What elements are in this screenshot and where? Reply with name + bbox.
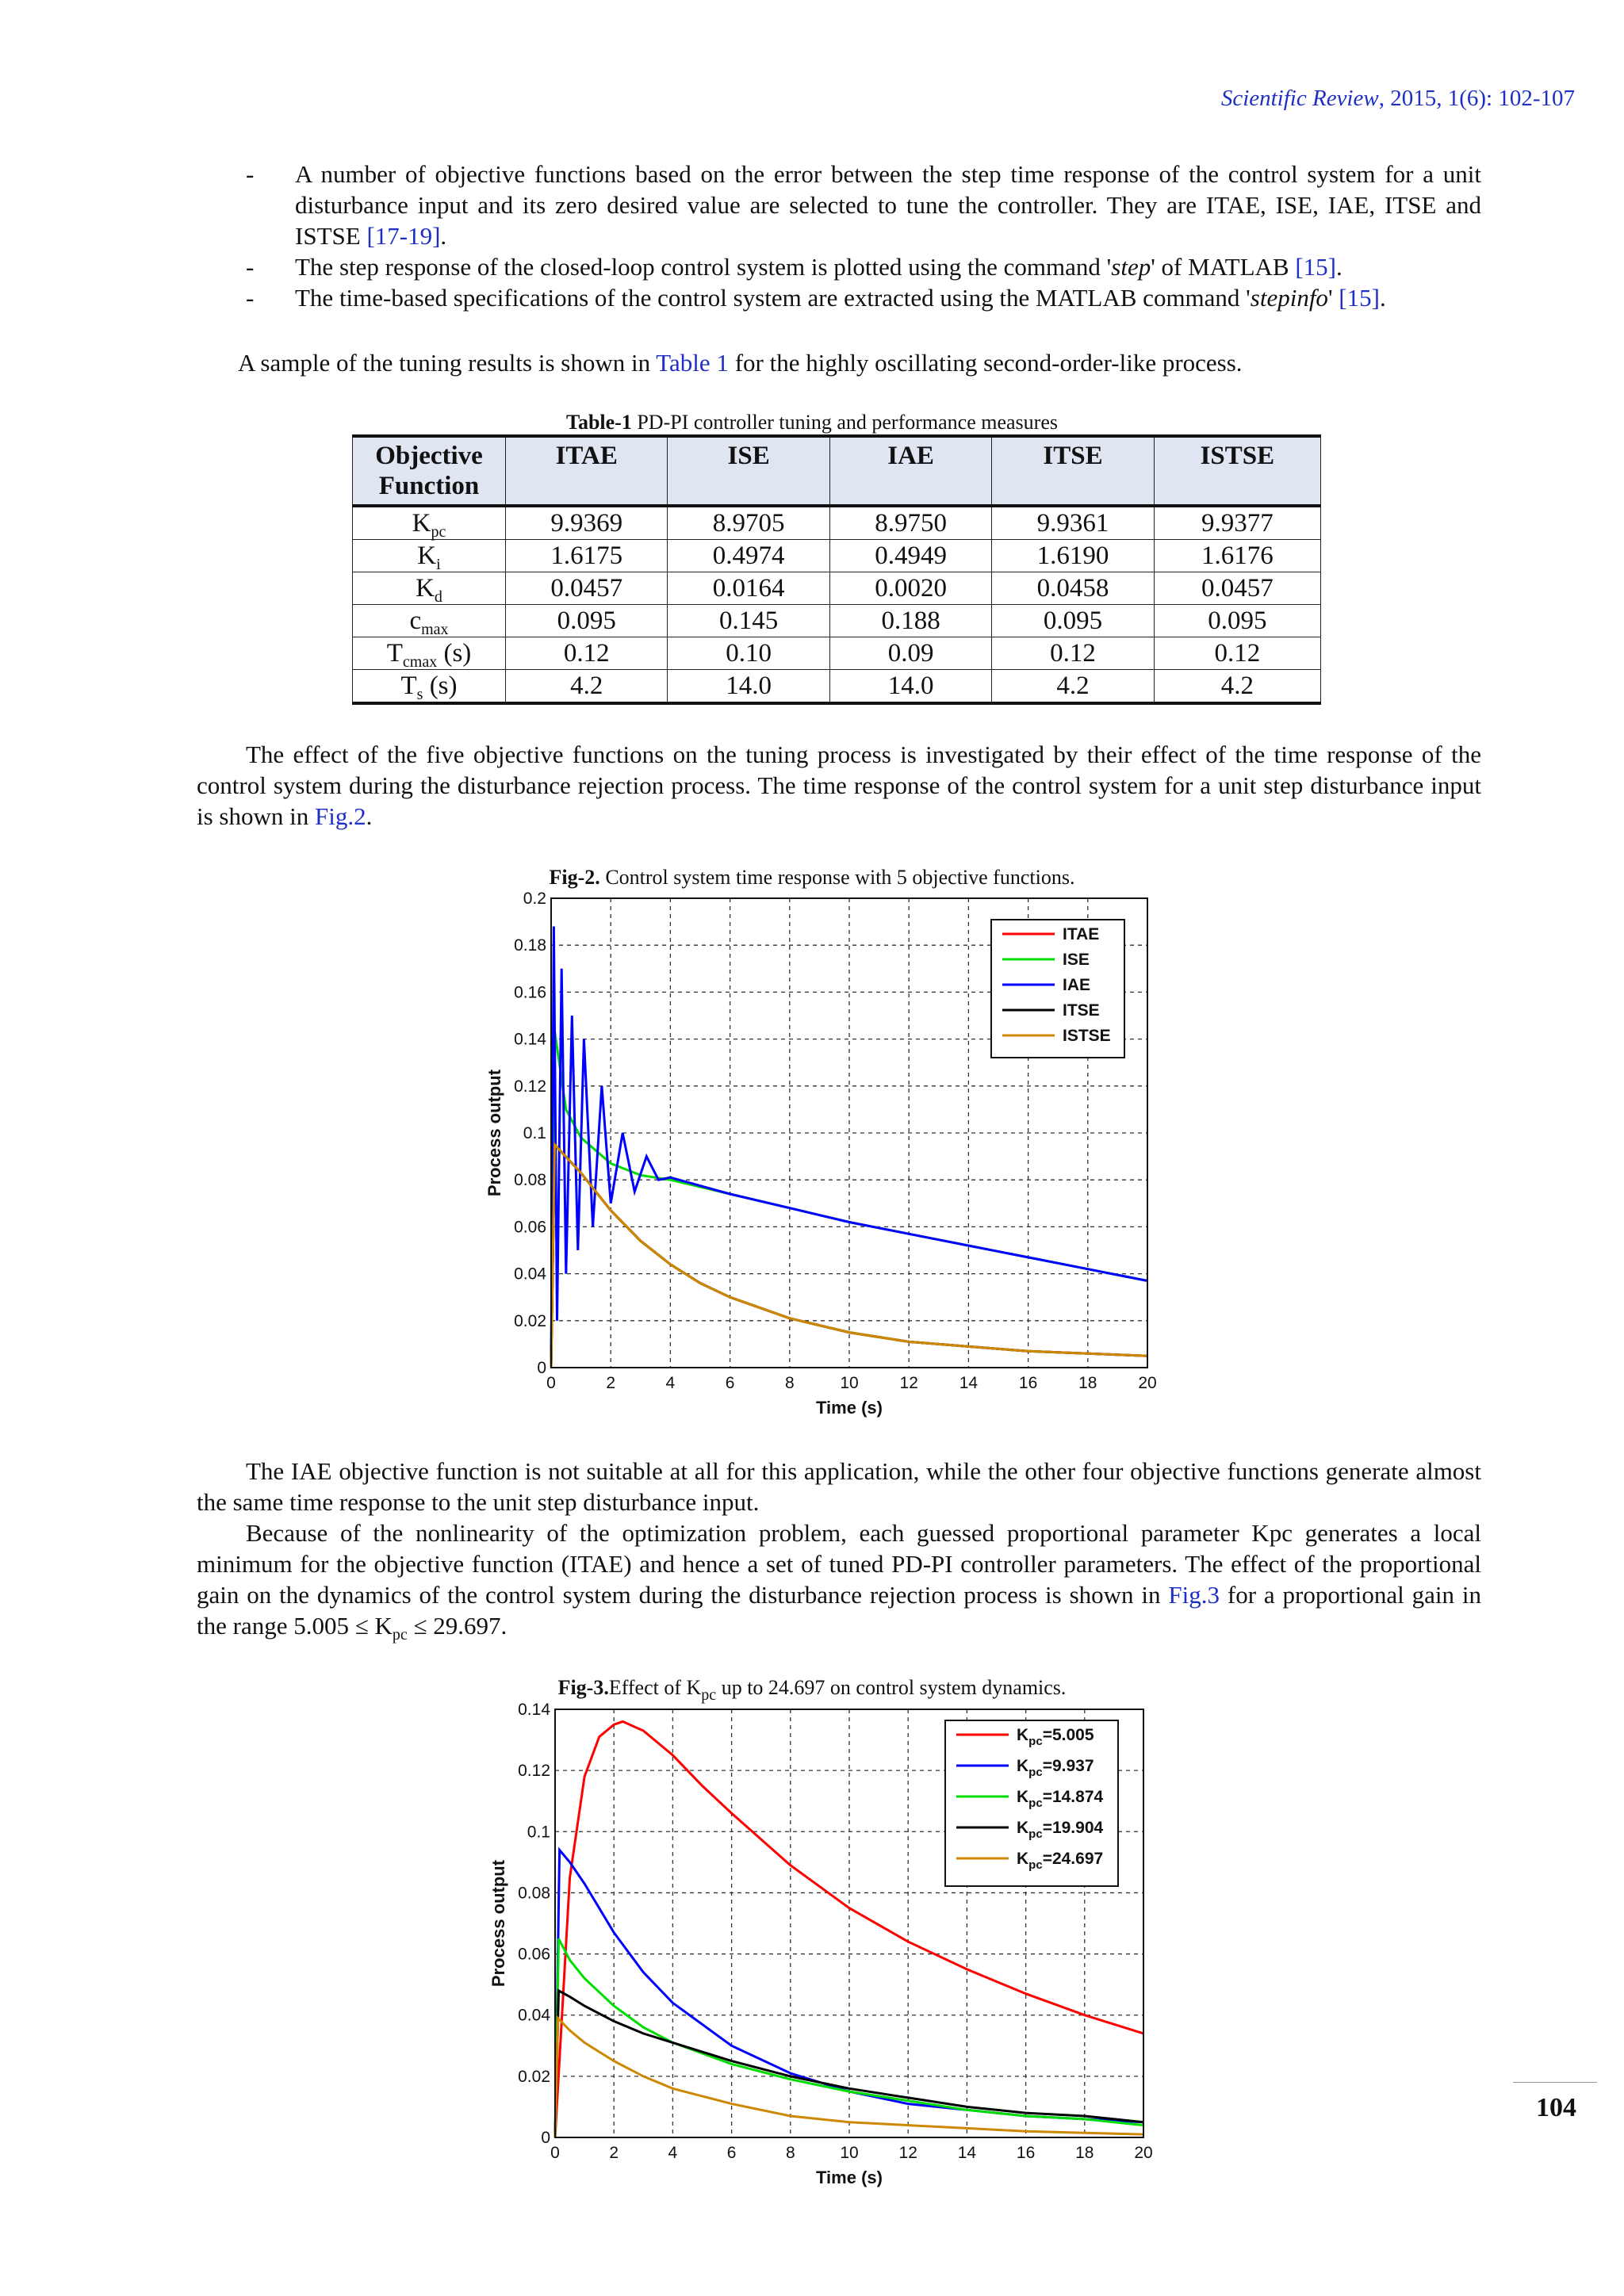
y-tick-label: 0.2 bbox=[523, 890, 546, 908]
x-tick-label: 0 bbox=[550, 2144, 560, 2162]
bullet-text: ' of MATLAB bbox=[1151, 253, 1296, 281]
row-label-symbol: T bbox=[400, 672, 417, 700]
table-cell: 14.0 bbox=[668, 670, 829, 704]
table-cell: 4.2 bbox=[1154, 670, 1320, 704]
legend-label-symbol: K bbox=[1017, 1819, 1029, 1837]
y-tick-label: 0.12 bbox=[518, 1762, 550, 1781]
table-header-cell: ITSE bbox=[992, 436, 1154, 506]
y-tick-label: 0.12 bbox=[514, 1077, 546, 1096]
row-label bbox=[353, 540, 506, 572]
legend-label-sub: pc bbox=[1028, 1858, 1043, 1872]
bullet-tail: . bbox=[1335, 253, 1342, 281]
bullet-item bbox=[238, 282, 1481, 313]
x-tick-label: 6 bbox=[726, 2144, 737, 2162]
command-name: step bbox=[1111, 253, 1151, 281]
journal-name: Scientific Review bbox=[1220, 86, 1379, 111]
table-cell: 1.6175 bbox=[506, 540, 668, 572]
table-cell: 0.0164 bbox=[668, 572, 829, 605]
legend-label: ISTSE bbox=[1063, 1027, 1111, 1045]
table-cell: 0.188 bbox=[829, 605, 991, 637]
y-tick-label: 0.04 bbox=[518, 2006, 550, 2025]
row-label bbox=[353, 637, 506, 670]
x-axis-label: Time (s) bbox=[816, 2168, 883, 2187]
x-tick-label: 20 bbox=[1134, 2144, 1153, 2162]
figure-caption-text: Control system time response with 5 objective functions. bbox=[599, 866, 1075, 889]
table-cell: 0.12 bbox=[992, 637, 1154, 670]
table-link[interactable]: Table 1 bbox=[656, 349, 729, 377]
figure-link[interactable]: Fig.2 bbox=[315, 802, 366, 830]
y-tick-label: 0.08 bbox=[514, 1171, 546, 1190]
table-cell: 9.9361 bbox=[992, 506, 1154, 540]
table-cell: 0.0458 bbox=[992, 572, 1154, 605]
reference-link[interactable]: [15] bbox=[1339, 284, 1380, 312]
table-header-cell: IAE bbox=[829, 436, 991, 506]
x-tick-label: 12 bbox=[899, 1374, 918, 1392]
table-row bbox=[353, 540, 1321, 572]
table-cell: 1.6176 bbox=[1154, 540, 1320, 572]
paragraph-text: ≤ 29.697. bbox=[407, 1612, 508, 1640]
table-cell: 0.12 bbox=[1154, 637, 1320, 670]
table-cell: 9.9377 bbox=[1154, 506, 1320, 540]
table-cell: 0.10 bbox=[668, 637, 829, 670]
row-label-symbol: K bbox=[417, 541, 437, 570]
y-tick-label: 0.06 bbox=[514, 1218, 546, 1237]
x-tick-label: 2 bbox=[606, 1374, 616, 1392]
nonlinearity-paragraph bbox=[197, 1517, 1481, 1644]
paragraph-text: The effect of the five objective functions on the tuning process is investigated by their effect of the time response of the control system during the disturbance rejection process. The time response of the control system for a unit step disturbance input is shown in bbox=[197, 740, 1481, 830]
row-label bbox=[353, 605, 506, 637]
x-tick-label: 4 bbox=[668, 2144, 678, 2162]
table-row bbox=[353, 670, 1321, 704]
table-header-row bbox=[353, 436, 1321, 506]
bullet-list bbox=[238, 159, 1481, 313]
legend-label: ITSE bbox=[1063, 1001, 1100, 1020]
row-label bbox=[353, 572, 506, 605]
legend-label-symbol: K bbox=[1017, 1850, 1029, 1868]
paragraph-text: . bbox=[366, 802, 373, 830]
bullet-text: The step response of the closed-loop control system is plotted using the command ' bbox=[295, 253, 1112, 281]
table-row bbox=[353, 605, 1321, 637]
row-label bbox=[353, 670, 506, 704]
paragraph-text: for the highly oscillating second-order-like process. bbox=[728, 349, 1243, 377]
table-cell: 0.4974 bbox=[668, 540, 829, 572]
x-tick-label: 14 bbox=[959, 1374, 979, 1392]
table-cell: 0.0457 bbox=[1154, 572, 1320, 605]
x-tick-label: 4 bbox=[665, 1374, 676, 1392]
bullet-item bbox=[238, 251, 1481, 282]
y-tick-label: 0.1 bbox=[523, 1124, 546, 1142]
x-tick-label: 12 bbox=[898, 2144, 917, 2162]
running-header bbox=[1221, 86, 1575, 112]
y-tick-label: 0.04 bbox=[514, 1265, 546, 1284]
table-header-cell: ISE bbox=[668, 436, 829, 506]
table-header-cell: ISTSE bbox=[1154, 436, 1320, 506]
figure-link[interactable]: Fig.3 bbox=[1168, 1581, 1220, 1609]
x-tick-label: 0 bbox=[546, 1374, 556, 1392]
sample-paragraph bbox=[238, 347, 1481, 378]
y-tick-label: 0 bbox=[541, 2129, 550, 2147]
figure-label: Fig-3. bbox=[557, 1676, 609, 1699]
issue-info: , 2015, 1(6): 102-107 bbox=[1378, 86, 1575, 111]
subscript: pc bbox=[392, 1626, 408, 1644]
legend-label-symbol: K bbox=[1017, 1726, 1029, 1744]
x-tick-label: 10 bbox=[840, 1374, 859, 1392]
fig3-caption bbox=[0, 1676, 1624, 1704]
y-tick-label: 0.06 bbox=[518, 1945, 550, 1964]
legend-label-symbol: K bbox=[1017, 1757, 1029, 1775]
bullet-dash: - bbox=[246, 253, 255, 281]
y-axis-label: Process output bbox=[488, 1859, 508, 1988]
legend-label-sub: pc bbox=[1028, 1735, 1043, 1748]
row-label-suffix: (s) bbox=[423, 672, 458, 700]
table-cell: 8.9705 bbox=[668, 506, 829, 540]
legend-label-suffix: =19.904 bbox=[1042, 1819, 1104, 1837]
legend-label-sub: pc bbox=[1028, 1827, 1043, 1841]
figure-caption-text: up to 24.697 on control system dynamics. bbox=[716, 1676, 1067, 1699]
y-tick-label: 0.16 bbox=[514, 983, 546, 1002]
table-label: Table-1 bbox=[565, 411, 632, 434]
row-label-symbol: K bbox=[416, 574, 435, 603]
table-cell: 1.6190 bbox=[992, 540, 1154, 572]
disturbance-paragraph bbox=[197, 739, 1481, 832]
x-tick-label: 18 bbox=[1078, 1374, 1097, 1392]
legend-label-sub: pc bbox=[1028, 1766, 1043, 1779]
x-tick-label: 16 bbox=[1018, 1374, 1038, 1392]
table-cell: 0.4949 bbox=[829, 540, 991, 572]
bullet-dash: - bbox=[246, 284, 255, 312]
paragraph-text: for a proportional gain in the range 5.005 ≤ K bbox=[197, 1581, 1481, 1640]
paragraph-text: Because of the nonlinearity of the optimization problem, each guessed proportional parameter Kpc generates a local minimum for the objective function (ITAE) and hence a set of tuned PD-PI controller parameters. The effect of the proportional gain on the dynamics of the control system during the disturbance rejection process is shown in bbox=[197, 1519, 1481, 1609]
x-tick-label: 10 bbox=[840, 2144, 859, 2162]
x-tick-label: 18 bbox=[1075, 2144, 1094, 2162]
figure-caption-text: Effect of K bbox=[608, 1676, 702, 1699]
bullet-tail: . bbox=[440, 222, 447, 250]
table-cell: 14.0 bbox=[829, 670, 991, 704]
y-tick-label: 0.1 bbox=[527, 1823, 550, 1842]
fig2-chart bbox=[460, 886, 1174, 1425]
x-tick-label: 8 bbox=[784, 1374, 795, 1392]
subscript: pc bbox=[701, 1686, 717, 1704]
x-tick-label: 20 bbox=[1138, 1374, 1157, 1392]
bullet-dash: - bbox=[246, 160, 255, 188]
results-table bbox=[352, 434, 1321, 705]
paragraph-text: A sample of the tuning results is shown in bbox=[238, 349, 657, 377]
y-tick-label: 0 bbox=[537, 1359, 546, 1377]
y-tick-label: 0.14 bbox=[518, 1701, 550, 1719]
bullet-text: The time-based specifications of the control system are extracted using the MATLAB command ' bbox=[295, 284, 1251, 312]
table-caption bbox=[0, 411, 1624, 434]
table-cell: 0.12 bbox=[506, 637, 668, 670]
row-label-sub: d bbox=[434, 588, 442, 606]
iae-paragraph: The IAE objective function is not suitable at all for this application, while the other four objective functions generate almost the same time response to the unit step disturbance input. bbox=[197, 1457, 1481, 1516]
table-row bbox=[353, 506, 1321, 540]
bullet-item bbox=[238, 159, 1481, 251]
legend-label-sub: pc bbox=[1028, 1797, 1043, 1810]
x-axis-label: Time (s) bbox=[816, 1398, 883, 1418]
legend-label: IAE bbox=[1063, 976, 1091, 994]
table-cell: 0.095 bbox=[506, 605, 668, 637]
figure-label: Fig-2. bbox=[549, 866, 600, 889]
table-cell: 0.09 bbox=[829, 637, 991, 670]
legend-label-suffix: =24.697 bbox=[1042, 1850, 1104, 1868]
y-tick-label: 0.14 bbox=[514, 1030, 546, 1049]
bullet-text: ' bbox=[1327, 284, 1339, 312]
row-label-suffix: (s) bbox=[437, 639, 472, 668]
table-header-cell bbox=[353, 436, 506, 506]
page-number: 104 bbox=[1536, 2093, 1576, 2122]
reference-link[interactable]: [15] bbox=[1295, 253, 1336, 281]
y-tick-label: 0.02 bbox=[514, 1311, 546, 1330]
legend-label: ISE bbox=[1063, 951, 1090, 969]
table-cell: 4.2 bbox=[992, 670, 1154, 704]
table-cell: 0.095 bbox=[992, 605, 1154, 637]
table-cell: 9.9369 bbox=[506, 506, 668, 540]
x-tick-label: 16 bbox=[1016, 2144, 1036, 2162]
table-cell: 4.2 bbox=[506, 670, 668, 704]
row-label bbox=[353, 506, 506, 540]
table-cell: 0.0020 bbox=[829, 572, 991, 605]
row-label-sub: cmax bbox=[402, 653, 438, 671]
table-caption-text: PD-PI controller tuning and performance measures bbox=[631, 411, 1058, 434]
header-line: Function bbox=[378, 472, 480, 500]
y-tick-label: 0.18 bbox=[514, 936, 546, 955]
page-rule bbox=[1513, 2082, 1597, 2083]
table-cell: 8.9750 bbox=[829, 506, 991, 540]
command-name: stepinfo bbox=[1250, 284, 1328, 312]
row-label-symbol: T bbox=[386, 639, 403, 668]
row-label-sub: i bbox=[436, 556, 441, 573]
row-label-sub: pc bbox=[431, 523, 446, 541]
table-row bbox=[353, 637, 1321, 670]
bullet-tail: . bbox=[1379, 284, 1386, 312]
legend-label: ITAE bbox=[1063, 925, 1100, 943]
bullet-text: A number of objective functions based on the error between the step time response of the control system for a unit disturbance input and its zero desired value are selected to tune the controller. They are ITAE, ISE, IAE, ITSE and ISTSE bbox=[295, 160, 1481, 250]
x-tick-label: 8 bbox=[785, 2144, 795, 2162]
x-tick-label: 6 bbox=[725, 1374, 735, 1392]
legend-label-symbol: K bbox=[1017, 1788, 1029, 1806]
row-label-symbol: c bbox=[409, 607, 422, 635]
row-label-sub: max bbox=[421, 621, 449, 638]
x-tick-label: 14 bbox=[957, 2144, 977, 2162]
fig3-chart bbox=[468, 1698, 1174, 2198]
table-header-cell: ITAE bbox=[506, 436, 668, 506]
header-line: Objective bbox=[375, 442, 483, 470]
row-label-symbol: K bbox=[412, 509, 431, 538]
x-tick-label: 2 bbox=[609, 2144, 619, 2162]
y-axis-label: Process output bbox=[485, 1069, 504, 1197]
row-label-sub: s bbox=[416, 686, 423, 703]
legend-label-suffix: =14.874 bbox=[1042, 1788, 1104, 1806]
table-cell: 0.145 bbox=[668, 605, 829, 637]
table-row bbox=[353, 572, 1321, 605]
y-tick-label: 0.08 bbox=[518, 1884, 550, 1903]
table-cell: 0.095 bbox=[1154, 605, 1320, 637]
y-tick-label: 0.02 bbox=[518, 2067, 550, 2086]
reference-link[interactable]: [17-19] bbox=[366, 222, 441, 250]
legend-label-suffix: =9.937 bbox=[1042, 1757, 1094, 1775]
legend-label-suffix: =5.005 bbox=[1042, 1726, 1094, 1744]
table-cell: 0.0457 bbox=[506, 572, 668, 605]
